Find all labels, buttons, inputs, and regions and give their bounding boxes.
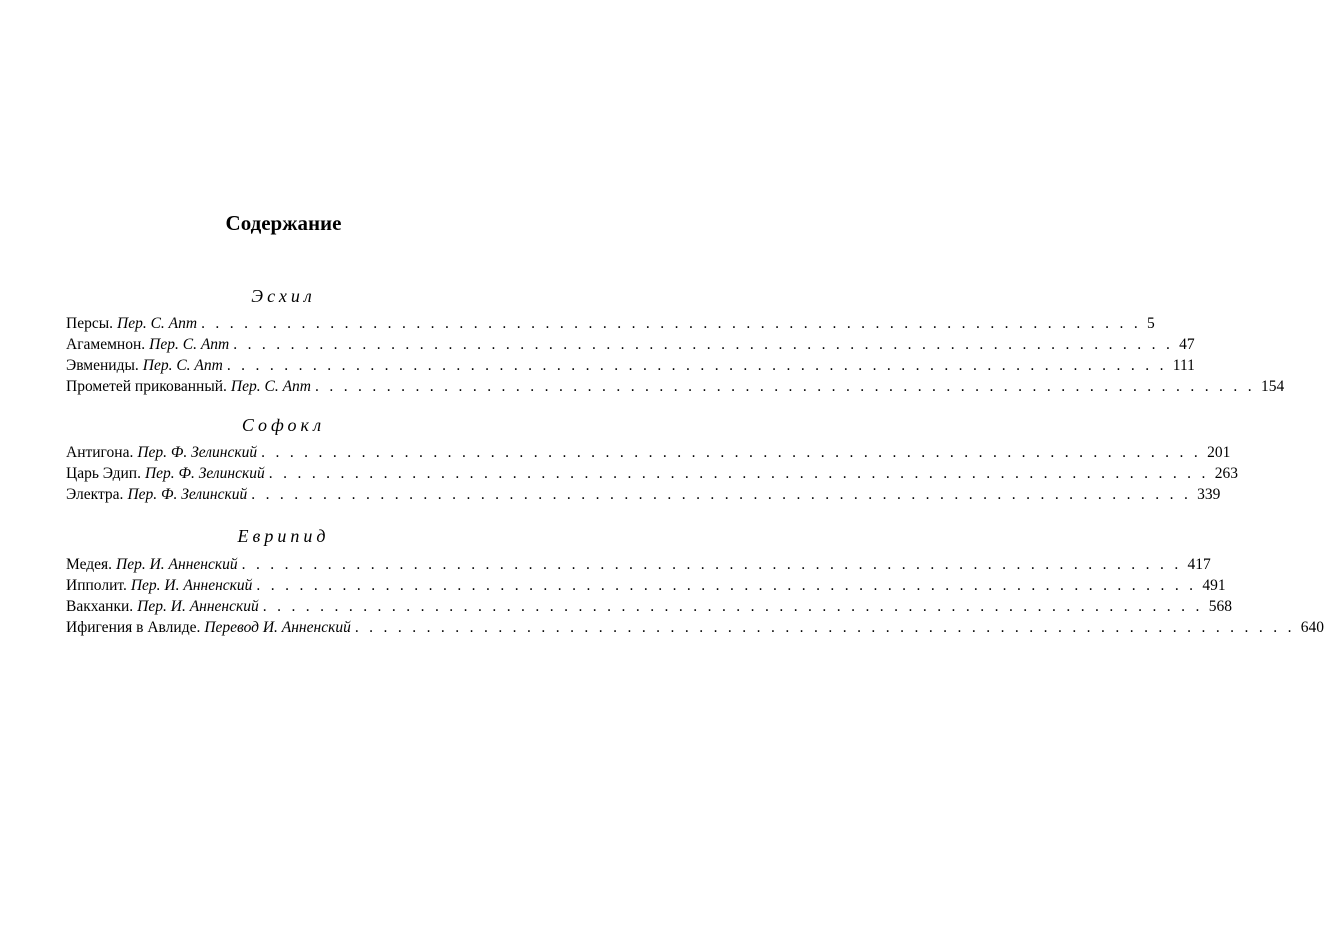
entry-title: Вакханки. [66, 598, 134, 615]
entry-title: Царь Эдип. [66, 465, 141, 482]
dot-leader: . . . . . . . . . . . . . . . . . . . . . . . . . . . . . . . . . . . . . . . . . . . . . . . . . . . . . . . . . . . . . . . . . . [261, 444, 1202, 461]
page-number: 111 [1172, 357, 1195, 374]
entry-translator: Пер. И. Анненский [137, 598, 259, 615]
dot-leader: . . . . . . . . . . . . . . . . . . . . . . . . . . . . . . . . . . . . . . . . . . . . . . . . . . . . . . . . . . . . . . . . . . [241, 556, 1182, 573]
toc-entry[interactable] [66, 554, 1211, 575]
entry-title: Прометей прикованный. [66, 378, 227, 395]
toc-entry[interactable] [66, 617, 1324, 638]
dot-leader: . . . . . . . . . . . . . . . . . . . . . . . . . . . . . . . . . . . . . . . . . . . . . . . . . . . . . . . . . . . . . . . . . . [251, 486, 1192, 503]
entry-translator: Пер. Ф. Зелинский [127, 486, 248, 503]
dot-leader: . . . . . . . . . . . . . . . . . . . . . . . . . . . . . . . . . . . . . . . . . . . . . . . . . . . . . . . . . . . . . . . . . . [268, 465, 1209, 482]
entry-translator: Пер. И. Анненский [130, 577, 253, 594]
dot-leader: . . . . . . . . . . . . . . . . . . . . . . . . . . . . . . . . . . . . . . . . . . . . . . . . . . . . . . . . . . . . . . . . . . [315, 378, 1255, 395]
page-number: 263 [1214, 465, 1238, 482]
entry-title: Антигона. [66, 444, 134, 461]
entry-title: Ипполит. [66, 577, 127, 594]
entry-translator: Пер. С. Апт [230, 378, 311, 395]
toc-entry[interactable] [66, 355, 1195, 376]
dot-leader: . . . . . . . . . . . . . . . . . . . . . . . . . . . . . . . . . . . . . . . . . . . . . . . . . . . . . . . . . . . . . . . . . . [256, 577, 1197, 594]
toc-entry[interactable] [66, 334, 1195, 355]
dot-leader: . . . . . . . . . . . . . . . . . . . . . . . . . . . . . . . . . . . . . . . . . . . . . . . . . . . . . . . . . . . . . . . . . . [354, 619, 1295, 636]
page-number: 640 [1300, 619, 1324, 636]
entry-title: Медея. [66, 556, 113, 573]
page-number: 201 [1207, 444, 1231, 461]
toc-entry[interactable] [66, 596, 1232, 617]
page-title: Содержание [225, 211, 342, 235]
page-number: 491 [1202, 577, 1226, 594]
toc-entry[interactable] [66, 313, 1155, 334]
entry-translator: Пер. С. Апт [142, 357, 223, 374]
entry-translator: Перевод И. Анненский [204, 619, 351, 636]
toc-entry[interactable] [66, 575, 1226, 596]
toc-entry[interactable] [66, 484, 1221, 505]
toc-entry[interactable] [66, 463, 1238, 484]
entry-translator: Пер. Ф. Зелинский [144, 465, 265, 482]
page-number: 417 [1187, 556, 1211, 573]
entry-translator: Пер. И. Анненский [116, 556, 238, 573]
entry-translator: Пер. Ф. Зелинский [137, 444, 258, 461]
entry-title: Агамемнон. [66, 336, 146, 353]
page-number: 5 [1147, 315, 1155, 332]
section-heading-sophocles: Софокл [241, 415, 326, 435]
toc-entry[interactable] [66, 442, 1231, 463]
page-number: 339 [1197, 486, 1221, 503]
page-number: 47 [1179, 336, 1195, 353]
entry-title: Электра. [66, 486, 124, 503]
entry-title: Эвмениды. [66, 357, 139, 374]
dot-leader: . . . . . . . . . . . . . . . . . . . . . . . . . . . . . . . . . . . . . . . . . . . . . . . . . . . . . . . . . . . . . . . . . . [226, 357, 1167, 374]
dot-leader: . . . . . . . . . . . . . . . . . . . . . . . . . . . . . . . . . . . . . . . . . . . . . . . . . . . . . . . . . . . . . . . . . . [233, 336, 1174, 353]
dot-leader: . . . . . . . . . . . . . . . . . . . . . . . . . . . . . . . . . . . . . . . . . . . . . . . . . . . . . . . . . . . . . . . . . . [201, 315, 1142, 332]
entry-translator: Пер. С. Апт [149, 336, 230, 353]
dot-leader: . . . . . . . . . . . . . . . . . . . . . . . . . . . . . . . . . . . . . . . . . . . . . . . . . . . . . . . . . . . . . . . . . . [262, 598, 1203, 615]
page-number: 568 [1208, 598, 1232, 615]
entry-translator: Пер. С. Апт [117, 315, 198, 332]
page-number: 154 [1260, 378, 1285, 395]
section-heading-euripides: Еврипид [237, 526, 330, 546]
entry-title: Ифигения в Авлиде. [66, 619, 201, 636]
entry-title: Персы. [66, 315, 113, 332]
toc-entry[interactable] [66, 376, 1285, 397]
section-heading-aeschylus: Эсхил [251, 286, 316, 306]
